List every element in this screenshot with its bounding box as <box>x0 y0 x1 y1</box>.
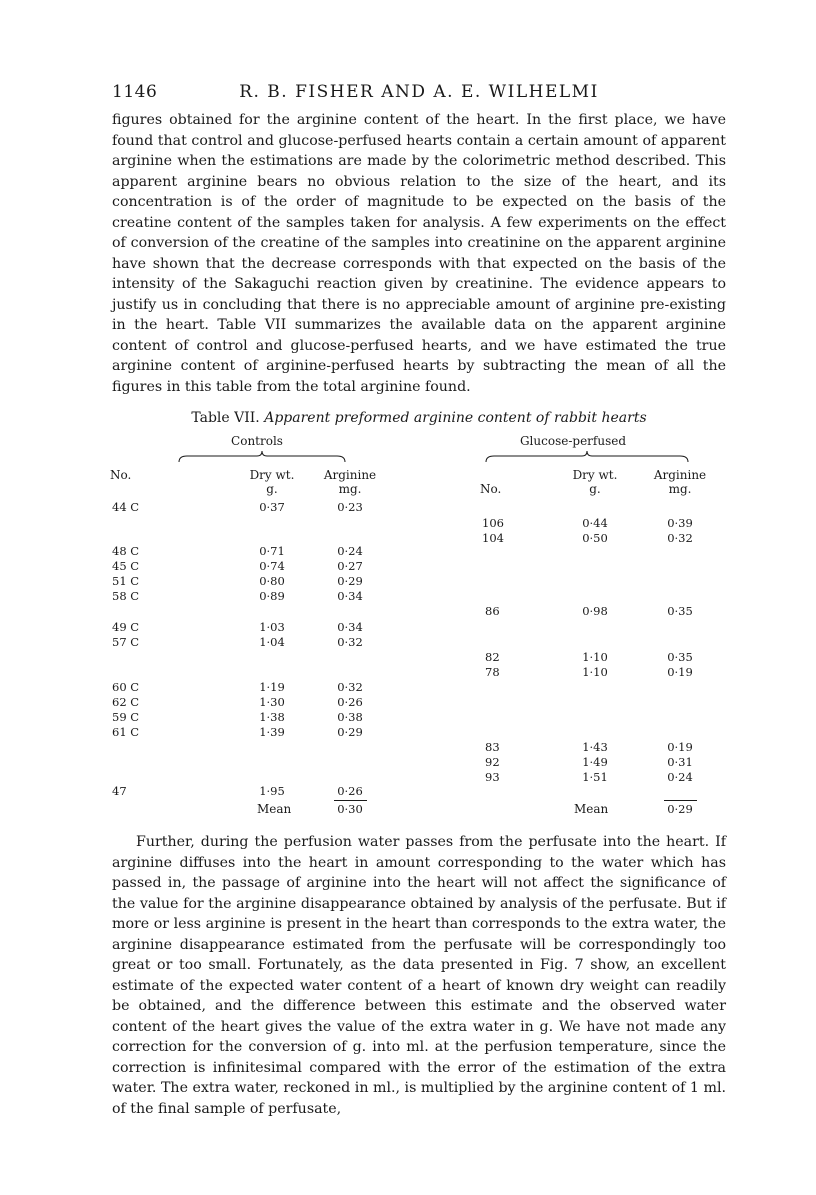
glucose-row-dry: 1·49 <box>582 755 608 769</box>
controls-row-no: 51 C <box>112 574 140 588</box>
glucose-mean-rule <box>664 800 697 801</box>
controls-row-arg: 0·29 <box>337 725 363 739</box>
glucose-row-no: 82 <box>485 650 500 664</box>
glucose-mean-label: Mean <box>574 802 609 816</box>
controls-mean-rule <box>334 800 367 801</box>
paragraph-1: figures obtained for the arginine content of the heart. In the first place, we have found that control and glucose-perfused hearts contain a certain amount of apparent arginine when the estimations are made by the colorimetric method described. This apparent arginine bears no obvious relation to the size of the heart, and its concentration is of the order of magnitude to be expected on the basis of the creatine content of the samples taken for analysis. A few experiments on the effect of conversion of the creatine of the samples into creatinine on the apparent arginine have shown that the decrease corresponds with that expected on the basis of the intensity of the Sakaguchi reaction given by creatinine. The evidence appears to justify us in concluding that there is no appreciable amount of arginine pre-existing in the heart. Table VII summarizes the available data on the apparent arginine content of control and glucose-perfused hearts, and we have estimated the true arginine content of arginine-perfused hearts by subtracting the mean of all the figures in this table from the total arginine found. <box>112 112 726 395</box>
page <box>112 82 726 1119</box>
glucose-row-arg: 0·32 <box>667 531 693 545</box>
controls-row-no: 59 C <box>112 710 140 724</box>
controls-row-dry: 1·19 <box>259 680 285 694</box>
glucose-row-dry: 1·10 <box>582 650 608 664</box>
controls-row-dry: 0·71 <box>259 544 285 558</box>
controls-brace <box>177 450 347 464</box>
glucose-brace <box>484 450 690 464</box>
glucose-row-arg: 0·31 <box>667 755 693 769</box>
glucose-row-no: 92 <box>485 755 500 769</box>
controls-row-no: 61 C <box>112 725 140 739</box>
controls-row-no: 44 C <box>112 500 140 514</box>
controls-row-dry: 0·89 <box>259 589 285 603</box>
glucose-row-no: 93 <box>485 770 500 784</box>
controls-row-dry: 0·37 <box>259 500 285 514</box>
controls-row-arg: 0·29 <box>337 574 363 588</box>
controls-row-no: 45 C <box>112 559 140 573</box>
controls-col-dry-unit: g. <box>266 482 278 496</box>
glucose-col-no: No. <box>480 482 502 496</box>
controls-col-arg: Arginine <box>323 468 377 482</box>
controls-row-dry: 1·03 <box>259 620 285 634</box>
controls-row-no: 47 <box>112 784 127 798</box>
glucose-row-dry: 0·50 <box>582 531 608 545</box>
controls-row-no: 49 C <box>112 620 140 634</box>
paragraph-2: Further, during the perfusion water passes from the perfusate into the heart. If arginine diffuses into the heart in amount corresponding to the water which has passed in, the passage of arginine into the heart will not affect the significance of the value for the arginine disappearance obtained by analysis of the perfusate. But if more or less arginine is present in the heart than corresponds to the extra water, the arginine disappearance estimated from the perfusate will be correspondingly too great or too small. Fortunately, as the data presented in Fig. 7 show, an excellent estimate of the expected water content of a heart of known dry weight can readily be obtained, and the difference between this estimate and the observed water content of the heart gives the value of the extra water in g. We have not made any correction for the conversion of g. into ml. at the perfusion temperature, since the correction is infinitesimal compared with the error of the estimation of the extra water. The extra water, reckoned in ml., is multiplied by the arginine content of 1 ml. of the final sample of perfusate, <box>112 834 726 1117</box>
glucose-col-dry: Dry wt. <box>572 468 618 482</box>
controls-row-dry: 1·95 <box>259 784 285 798</box>
controls-row-arg: 0·32 <box>337 680 363 694</box>
controls-col-arg-unit: mg. <box>338 482 362 496</box>
glucose-row-dry: 0·98 <box>582 604 608 618</box>
controls-row-dry: 1·30 <box>259 695 285 709</box>
glucose-row-dry: 1·10 <box>582 665 608 679</box>
glucose-col-arg: Arginine <box>653 468 707 482</box>
page-number: 1146 <box>112 82 158 102</box>
glucose-row-arg: 0·24 <box>667 770 693 784</box>
table-vii <box>112 434 726 822</box>
controls-row-dry: 1·38 <box>259 710 285 724</box>
controls-row-arg: 0·26 <box>337 784 363 798</box>
controls-row-no: 60 C <box>112 680 140 694</box>
controls-row-arg: 0·38 <box>337 710 363 724</box>
glucose-col-dry-unit: g. <box>589 482 601 496</box>
controls-row-no: 57 C <box>112 635 140 649</box>
controls-col-no: No. <box>110 468 132 482</box>
glucose-row-arg: 0·39 <box>667 516 693 530</box>
glucose-group-label: Glucose-perfused <box>519 434 627 448</box>
table-caption-label: Table VII. <box>191 410 260 426</box>
glucose-col-arg-unit: mg. <box>668 482 692 496</box>
glucose-mean-value: 0·29 <box>667 802 693 816</box>
controls-row-arg: 0·24 <box>337 544 363 558</box>
controls-row-arg: 0·27 <box>337 559 363 573</box>
controls-row-dry: 1·04 <box>259 635 285 649</box>
controls-row-dry: 0·74 <box>259 559 285 573</box>
glucose-row-arg: 0·19 <box>667 665 693 679</box>
glucose-row-no: 78 <box>485 665 500 679</box>
controls-col-dry: Dry wt. <box>249 468 295 482</box>
author-names: R. B. FISHER AND A. E. WILHELMI <box>239 82 599 102</box>
glucose-row-arg: 0·19 <box>667 740 693 754</box>
glucose-row-no: 86 <box>485 604 500 618</box>
controls-row-dry: 1·39 <box>259 725 285 739</box>
controls-row-no: 58 C <box>112 589 140 603</box>
glucose-row-arg: 0·35 <box>667 604 693 618</box>
glucose-row-arg: 0·35 <box>667 650 693 664</box>
glucose-row-dry: 1·51 <box>582 770 608 784</box>
controls-row-no: 62 C <box>112 695 140 709</box>
controls-mean-label: Mean <box>257 802 292 816</box>
controls-row-arg: 0·34 <box>337 589 363 603</box>
glucose-row-no: 83 <box>485 740 500 754</box>
controls-row-arg: 0·34 <box>337 620 363 634</box>
controls-mean-value: 0·30 <box>337 802 363 816</box>
glucose-row-dry: 0·44 <box>582 516 608 530</box>
controls-row-arg: 0·23 <box>337 500 363 514</box>
controls-row-dry: 0·80 <box>259 574 285 588</box>
glucose-row-dry: 1·43 <box>582 740 608 754</box>
running-header <box>112 82 726 110</box>
controls-row-arg: 0·26 <box>337 695 363 709</box>
controls-row-arg: 0·32 <box>337 635 363 649</box>
controls-row-no: 48 C <box>112 544 140 558</box>
controls-group-label: Controls <box>231 434 283 448</box>
glucose-row-no: 104 <box>482 531 504 545</box>
table-caption <box>112 410 726 426</box>
table-caption-title: Apparent preformed arginine content of rabbit hearts <box>264 410 647 426</box>
glucose-row-no: 106 <box>482 516 504 530</box>
